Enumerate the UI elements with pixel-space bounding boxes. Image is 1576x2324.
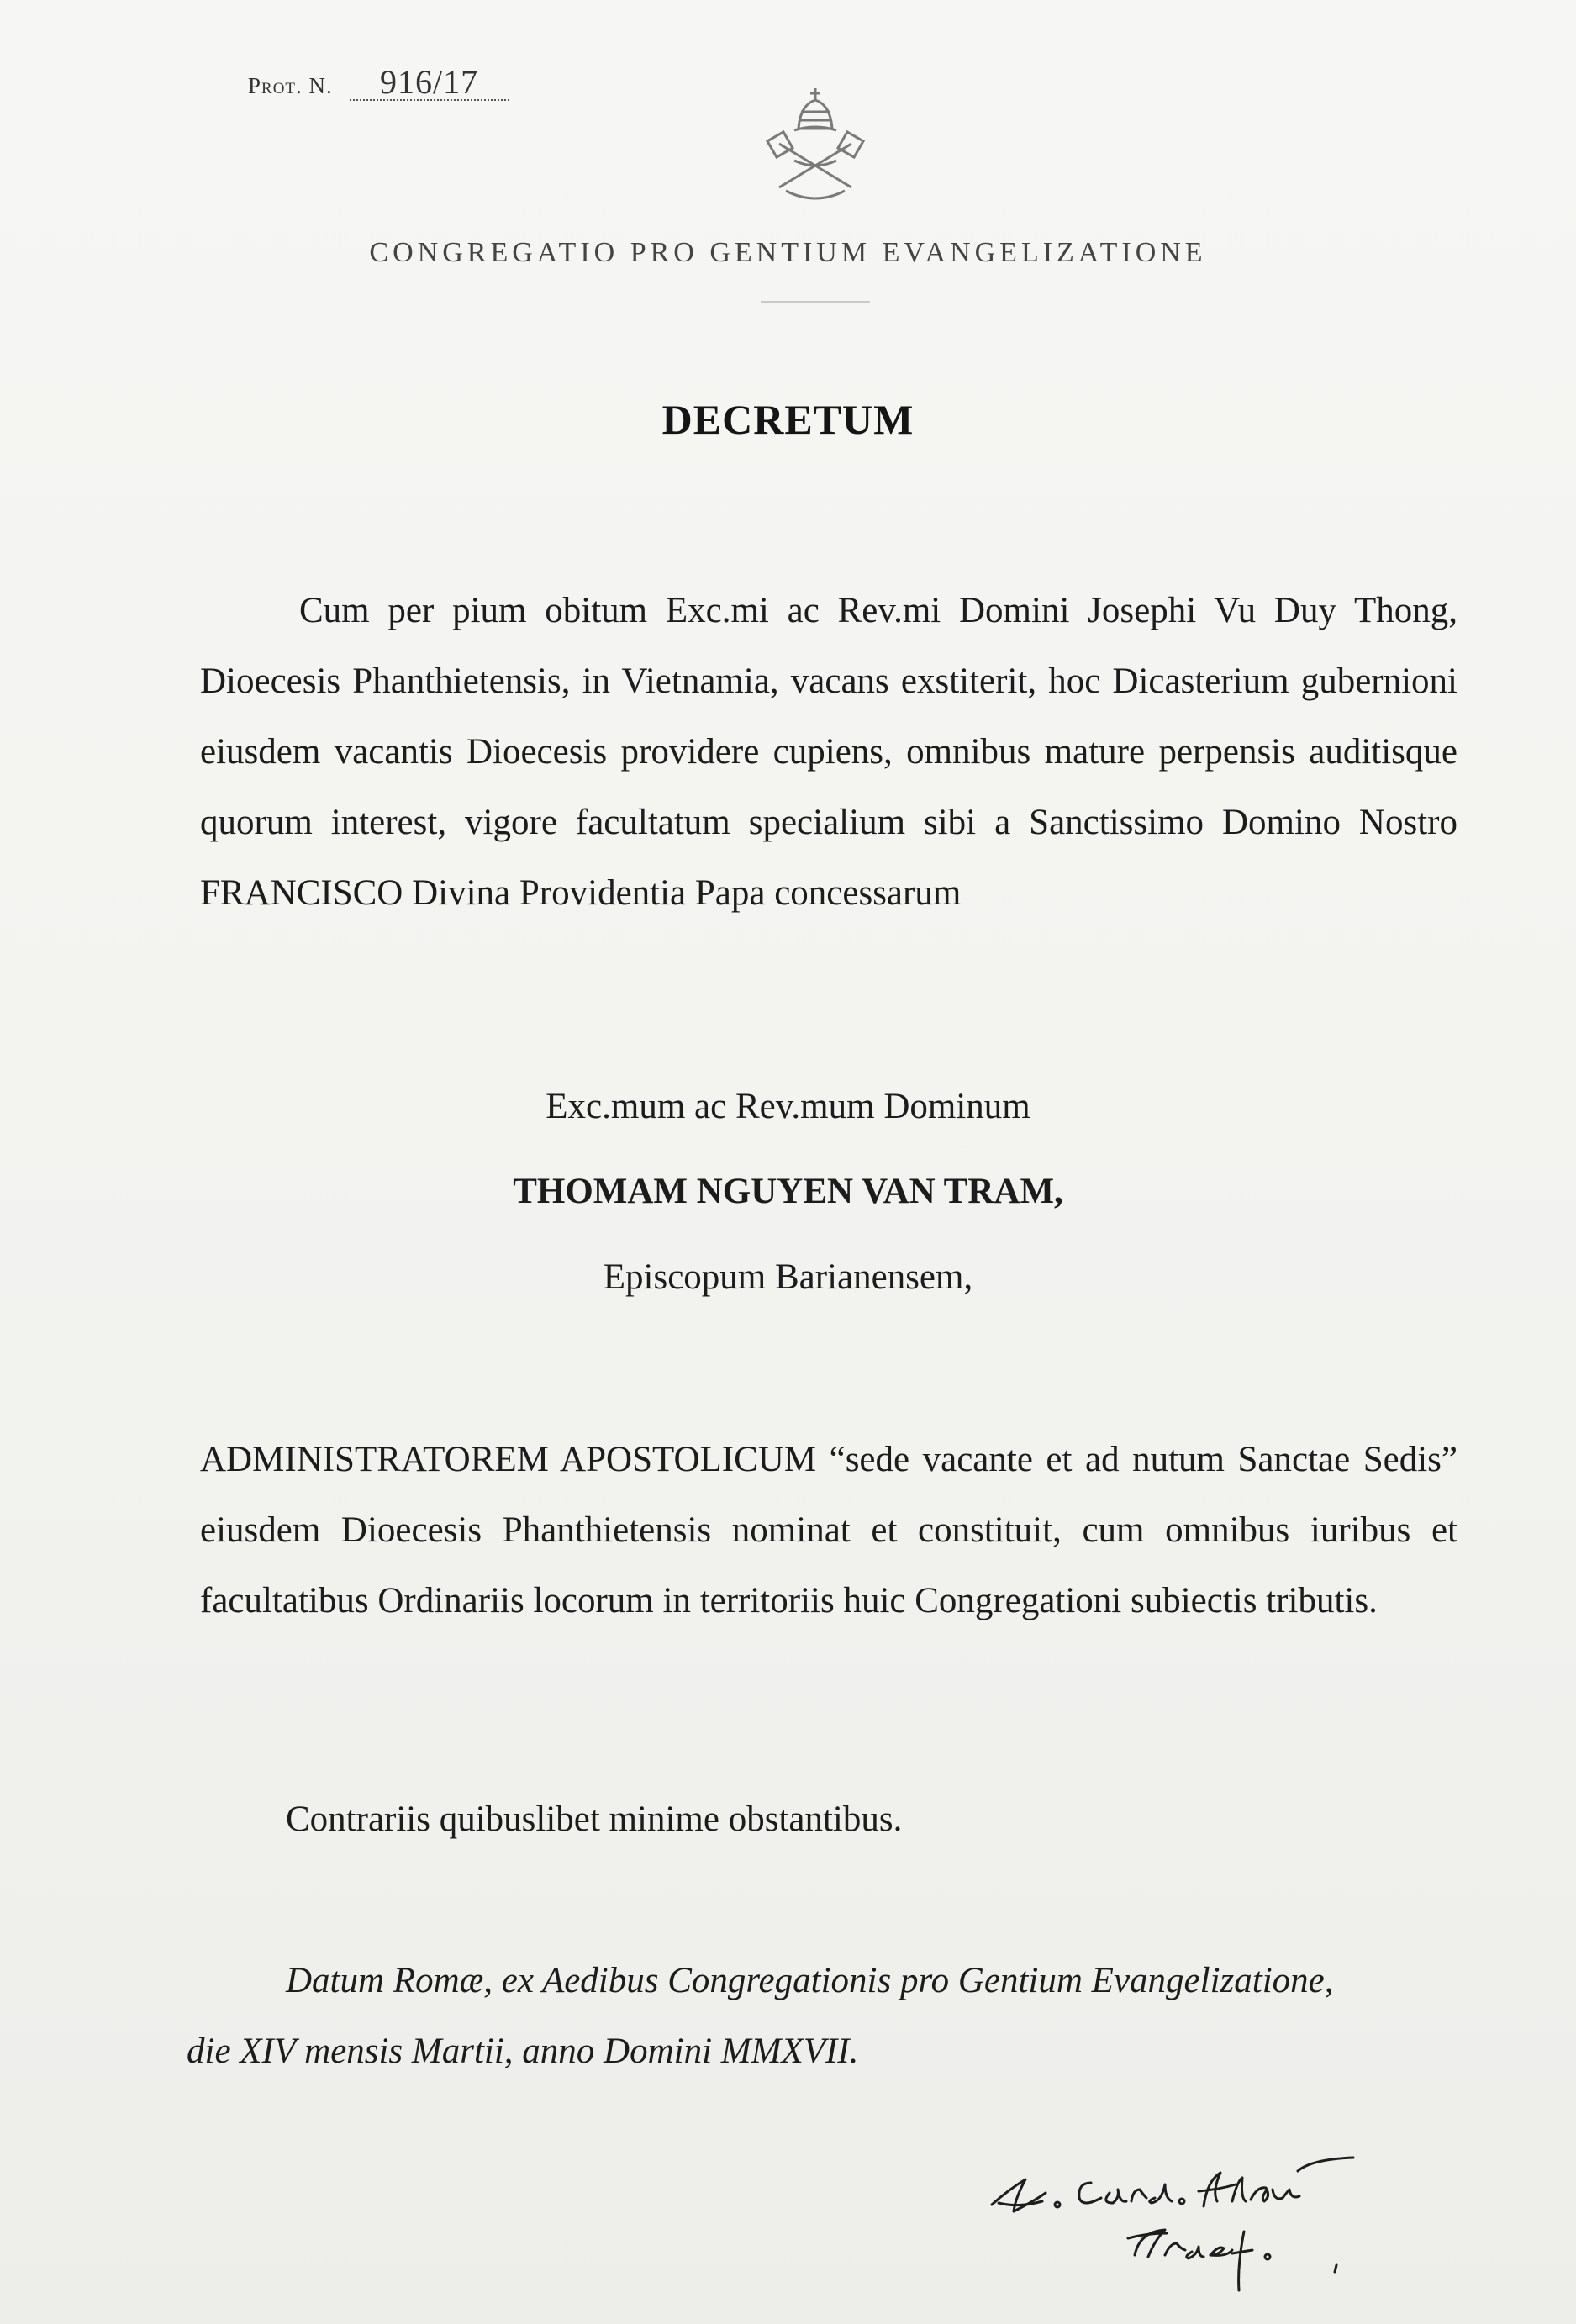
dating-line-1-text: Datum Romæ, ex Aedibus Congregationis pro Gentium Evangelizatione, xyxy=(286,1961,1334,2000)
dating-line-1 xyxy=(187,1946,1481,2016)
header-divider xyxy=(761,301,870,303)
appointee-title: Exc.mum ac Rev.mum Dominum xyxy=(546,1087,1030,1126)
papal-keys-emblem-icon xyxy=(761,80,870,206)
appointee-name: THOMAM NGUYEN VAN TRAM, xyxy=(513,1172,1063,1211)
paragraph-appointment: ADMINISTRATOREM APOSTOLICUM “sede vacante et ad nutum Sanctae Sedis” eiusdem Dioecesis Phanthietensis nominat et constituit, cum omnibus iuribus et facultatibus Ordinariis locorum in territoriis huic Congregationi subiectis tributis. xyxy=(200,1440,1457,1620)
paragraph-closing: Contrariis quibuslibet minime obstantibus. xyxy=(286,1800,903,1839)
dating-line-2: die XIV mensis Martii, anno Domini MMXVII. xyxy=(187,2032,859,2071)
dating-clause xyxy=(187,1946,1481,2087)
congregation-name: CONGREGATIO PRO GENTIUM EVANGELIZATIONE xyxy=(369,237,1207,268)
protocol-number xyxy=(248,63,509,101)
document-title: DECRETUM xyxy=(661,396,915,443)
protocol-label: Prot. N. xyxy=(248,73,333,98)
paragraph-preamble: Cum per pium obitum Exc.mi ac Rev.mi Domini Josephi Vu Duy Thong, Dioecesis Phanthietensis, in Vietnamia, vacans exstiterit, hoc Dicasterium gubernioni eiusdem vacantis Dioecesis providere cupiens, omnibus mature perpensis auditisque quorum interest, vigore facultatum specialium sibi a Sanctissimo Domino Nostro FRANCISCO Divina Providentia Papa concessarum xyxy=(200,591,1457,913)
protocol-value: 916/17 xyxy=(350,66,509,101)
appointee-office: Episcopum Barianensem, xyxy=(603,1257,973,1297)
handwritten-signature xyxy=(975,2131,1370,2299)
